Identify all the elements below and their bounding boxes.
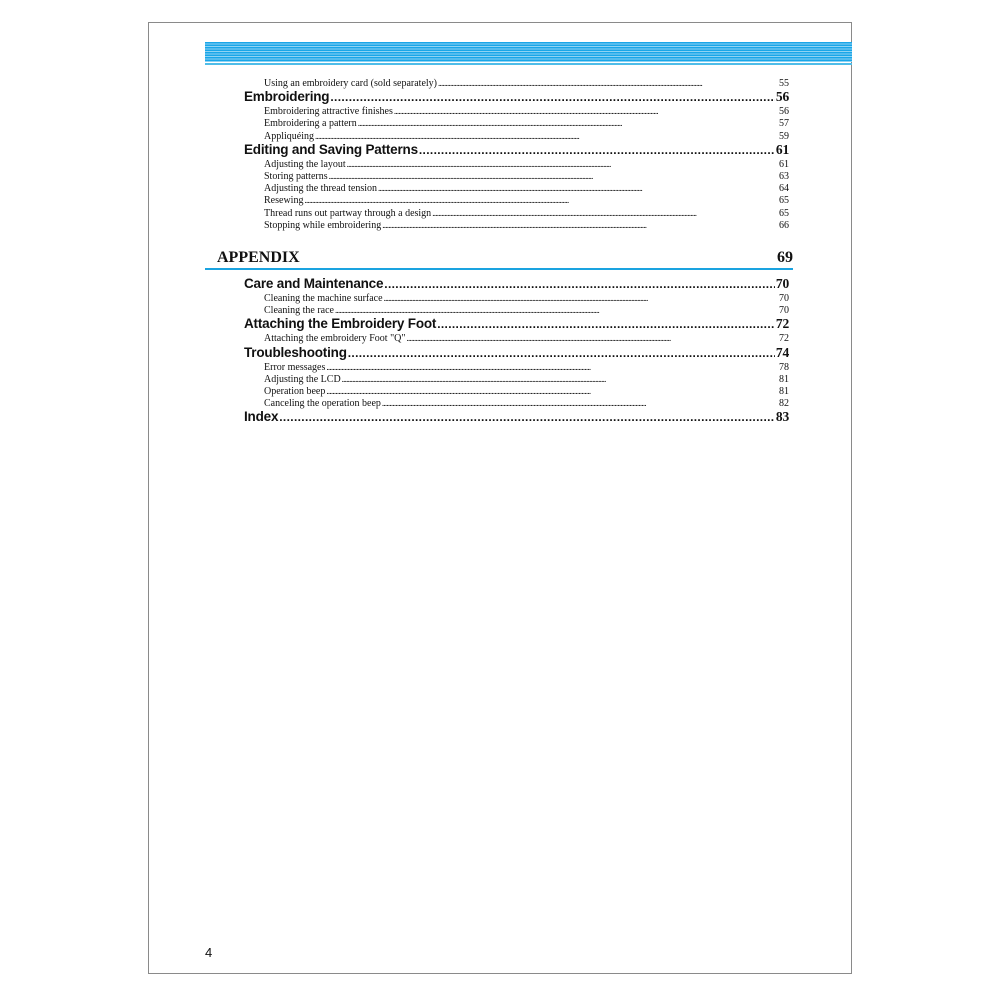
- toc-entry-title: Using an embroidery card (sold separately): [264, 78, 437, 89]
- toc-subentry[interactable]: [244, 105, 789, 117]
- toc-leader-dots: [432, 207, 778, 219]
- toc-entry-title: Embroidering attractive finishes: [264, 106, 393, 118]
- toc-entry-page: 66: [779, 219, 789, 231]
- header-stripe-bar: [205, 42, 852, 62]
- toc-leader-dots: [326, 385, 778, 397]
- toc-leader-dots: [279, 409, 775, 425]
- toc-entry-page: 57: [779, 118, 789, 130]
- toc-entry-page: 63: [779, 170, 789, 182]
- toc-leader-dots: [394, 105, 778, 117]
- toc-subentry[interactable]: [244, 130, 789, 142]
- toc-entry-title: Stopping while embroidering: [264, 219, 382, 231]
- toc-subentry[interactable]: [244, 194, 789, 206]
- toc-subentry[interactable]: [244, 182, 789, 194]
- toc-entry-title: Operation beep: [264, 385, 326, 397]
- toc-subentry[interactable]: [244, 117, 789, 129]
- toc-entry-title: Adjusting the thread tension: [264, 183, 378, 195]
- toc-entry-page: 82: [779, 398, 789, 410]
- toc-leader-dots: [378, 182, 778, 194]
- toc-entry-title: Resewing: [264, 195, 304, 207]
- toc-entry-title: Cleaning the race: [264, 305, 334, 317]
- toc-leader-dots: [304, 194, 778, 206]
- toc-entry-title: Cleaning the machine surface: [264, 293, 383, 304]
- toc-subentry[interactable]: [244, 397, 789, 409]
- toc-leader-dots: [384, 292, 778, 304]
- toc-leader-dots: [329, 170, 778, 182]
- toc-subentry[interactable]: [244, 385, 789, 397]
- page-number: 4: [205, 945, 213, 960]
- toc-subentry[interactable]: [244, 361, 789, 373]
- toc-entry-page: 55: [779, 78, 789, 89]
- toc-entry-title: Attaching the embroidery Foot "Q": [264, 333, 406, 345]
- toc-leader-dots: [382, 397, 778, 409]
- toc-subentry[interactable]: [244, 77, 789, 89]
- toc-entry-title: Appliquéing: [264, 130, 314, 142]
- toc-leader-dots: [326, 361, 778, 373]
- appendix-heading[interactable]: [205, 246, 793, 270]
- toc-entry-title: Thread runs out partway through a design: [264, 207, 432, 219]
- toc-entry-title: Canceling the operation beep: [264, 398, 381, 410]
- toc-leader-dots: [419, 142, 775, 158]
- toc-entry-page: 65: [779, 195, 789, 207]
- toc-leader-dots: [437, 316, 775, 332]
- toc-leader-dots: [315, 130, 778, 142]
- toc-leader-dots: [330, 89, 775, 105]
- toc-entry-title: Error messages: [264, 361, 326, 373]
- toc-entry-page: 64: [779, 183, 789, 195]
- toc-entry-page: 70: [775, 276, 789, 291]
- appendix-rule: [205, 268, 793, 270]
- toc-entry-page: 83: [775, 409, 789, 425]
- toc-section-2: [244, 276, 789, 425]
- toc-subentry[interactable]: [244, 207, 789, 219]
- toc-subentry[interactable]: [244, 292, 789, 304]
- toc-section-1: [244, 77, 789, 231]
- toc-leader-dots: [335, 304, 778, 316]
- toc-entry-page: 70: [779, 305, 789, 317]
- toc-entry-page: 59: [779, 130, 789, 142]
- toc-entry-title: Adjusting the layout: [264, 158, 346, 170]
- toc-subentry[interactable]: [244, 219, 789, 231]
- toc-entry-title: Troubleshooting: [244, 344, 347, 360]
- appendix-page: 69: [777, 249, 793, 266]
- toc-leader-dots: [382, 219, 778, 231]
- toc-entry-page: 78: [779, 361, 789, 373]
- toc-chapter-entry[interactable]: [244, 409, 789, 425]
- toc-entry-page: 61: [779, 158, 789, 170]
- toc-entry-title: Attaching the Embroidery Foot: [244, 316, 437, 332]
- toc-entry-title: Editing and Saving Patterns: [244, 141, 418, 157]
- toc-entry-page: 81: [779, 373, 789, 385]
- toc-entry-page: 81: [779, 385, 789, 397]
- toc-entry-page: 61: [775, 141, 789, 157]
- toc-entry-page: 72: [775, 316, 789, 332]
- toc-subentry[interactable]: [244, 373, 789, 385]
- toc-leader-dots: [342, 373, 778, 385]
- toc-entry-page: 70: [779, 293, 789, 304]
- toc-entry-title: Embroidering a pattern: [264, 118, 357, 130]
- toc-leader-dots: [347, 158, 778, 170]
- toc-entry-page: 56: [775, 89, 789, 105]
- toc-entry-page: 74: [775, 344, 789, 360]
- toc-leader-dots: [358, 117, 778, 129]
- toc-entry-title: Care and Maintenance: [244, 276, 384, 291]
- toc-chapter-entry[interactable]: [244, 276, 789, 292]
- toc-leader-dots: [406, 332, 778, 344]
- toc-chapter-entry[interactable]: [244, 345, 789, 361]
- toc-subentry[interactable]: [244, 332, 789, 344]
- toc-leader-dots: [348, 345, 775, 361]
- toc-entry-page: 56: [779, 106, 789, 118]
- toc-entry-page: 65: [779, 207, 789, 219]
- toc-entry-title: Storing patterns: [264, 170, 328, 182]
- toc-subentry[interactable]: [244, 304, 789, 316]
- toc-chapter-entry[interactable]: [244, 142, 789, 158]
- toc-leader-dots: [384, 276, 775, 292]
- toc-chapter-entry[interactable]: [244, 89, 789, 105]
- toc-entry-title: Index: [244, 409, 279, 425]
- toc-entry-title: Embroidering: [244, 89, 330, 105]
- toc-entry-title: Adjusting the LCD: [264, 373, 341, 385]
- appendix-title: APPENDIX: [217, 249, 300, 266]
- toc-chapter-entry[interactable]: [244, 316, 789, 332]
- toc-subentry[interactable]: [244, 170, 789, 182]
- toc-leader-dots: [438, 77, 778, 89]
- toc-entry-page: 72: [779, 333, 789, 345]
- toc-subentry[interactable]: [244, 158, 789, 170]
